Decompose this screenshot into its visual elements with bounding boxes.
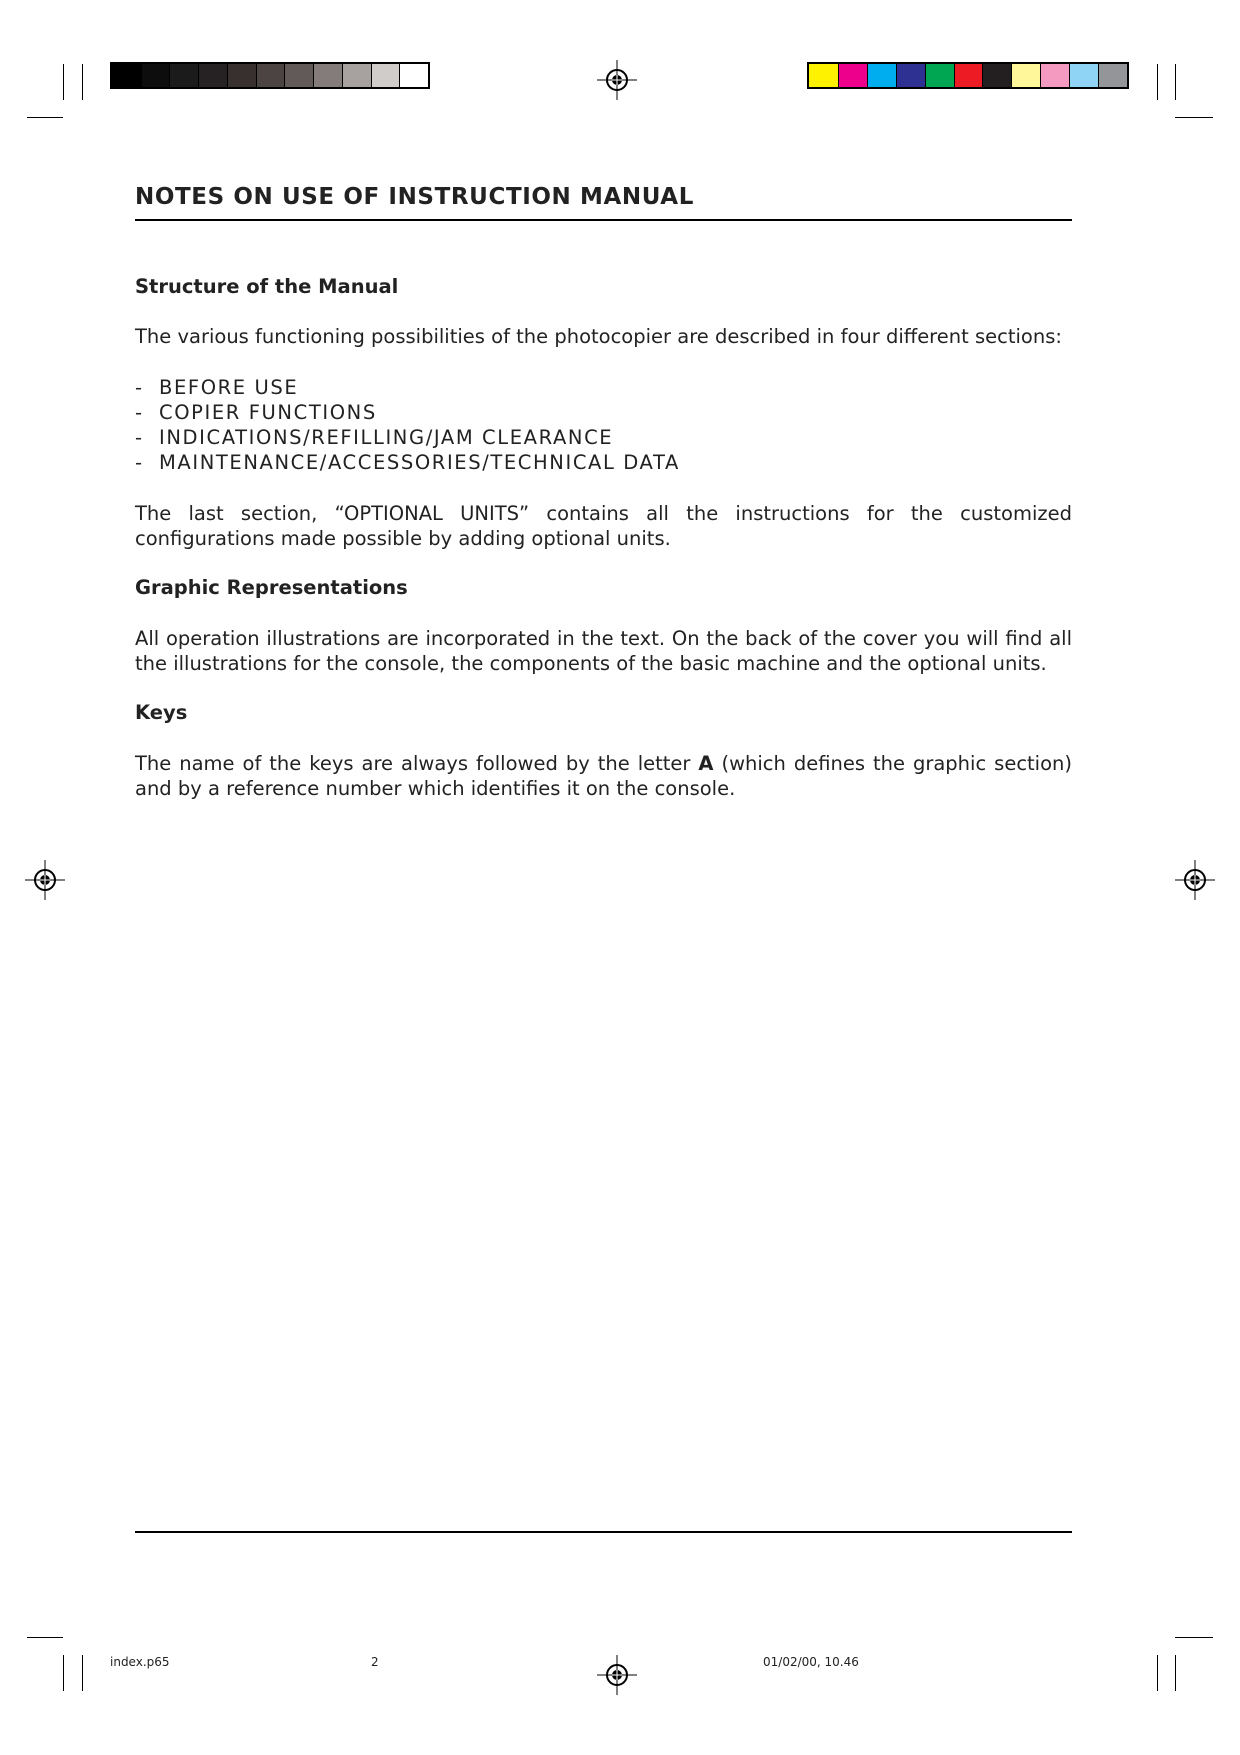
list-item-label: INDICATIONS/REFILLING/JAM CLEARANCE bbox=[159, 426, 614, 449]
color-swatch bbox=[954, 64, 983, 87]
color-swatch bbox=[1011, 64, 1040, 87]
footer-timestamp: 01/02/00, 10.46 bbox=[763, 1655, 859, 1669]
color-swatch bbox=[342, 64, 371, 87]
grayscale-color-bar bbox=[110, 62, 430, 89]
list-dash: - bbox=[135, 426, 144, 449]
color-swatch bbox=[1098, 64, 1127, 87]
registration-mark-bottom-icon bbox=[595, 1653, 639, 1697]
color-swatch bbox=[112, 64, 141, 87]
list-dash: - bbox=[135, 401, 144, 424]
color-swatch bbox=[399, 64, 428, 87]
color-swatch bbox=[141, 64, 170, 87]
color-swatch bbox=[284, 64, 313, 87]
color-swatch bbox=[256, 64, 285, 87]
color-swatch bbox=[867, 64, 896, 87]
color-swatch bbox=[198, 64, 227, 87]
color-swatch bbox=[925, 64, 954, 87]
list-dash: - bbox=[135, 451, 144, 474]
color-swatch bbox=[227, 64, 256, 87]
color-swatch bbox=[1069, 64, 1098, 87]
color-swatch bbox=[838, 64, 867, 87]
registration-mark-right-icon bbox=[1173, 858, 1217, 902]
footer-page-number: 2 bbox=[371, 1655, 379, 1669]
list-item bbox=[135, 451, 680, 474]
registration-mark-left-icon bbox=[23, 858, 67, 902]
structure-outro: The last section, “OPTIONAL UNITS” contains all the instructions for the customized configurations made possible by adding optional units. bbox=[135, 502, 1072, 550]
keys-body bbox=[135, 751, 1072, 801]
color-swatch bbox=[169, 64, 198, 87]
structure-intro: The various functioning possibilities of the photocopier are described in four different sections: bbox=[135, 325, 1062, 348]
process-color-bar bbox=[807, 62, 1129, 89]
keys-body-text-end: (which defines the graphic section) and by a reference number which identifies it on the console. bbox=[135, 752, 1072, 800]
section-heading-graphic: Graphic Representations bbox=[135, 576, 408, 599]
section-heading-keys: Keys bbox=[135, 701, 188, 724]
color-swatch bbox=[313, 64, 342, 87]
list-item bbox=[135, 376, 298, 399]
color-swatch bbox=[371, 64, 400, 87]
list-item-label: MAINTENANCE/ACCESSORIES/TECHNICAL DATA bbox=[159, 451, 680, 474]
list-item bbox=[135, 426, 613, 449]
list-item-label: COPIER FUNCTIONS bbox=[159, 401, 377, 424]
color-swatch bbox=[982, 64, 1011, 87]
color-swatch bbox=[896, 64, 925, 87]
keys-body-text-start: The name of the keys are always followed by the letter bbox=[135, 752, 699, 775]
color-swatch bbox=[1040, 64, 1069, 87]
key-letter: A bbox=[698, 752, 714, 775]
list-item-label: BEFORE USE bbox=[159, 376, 299, 399]
list-item bbox=[135, 401, 377, 424]
footer-filename: index.p65 bbox=[110, 1655, 170, 1669]
section-heading-structure: Structure of the Manual bbox=[135, 275, 399, 298]
graphic-body: All operation illustrations are incorporated in the text. On the back of the cover you will find all the illustrations for the console, the components of the basic machine and the optional units. bbox=[135, 627, 1072, 675]
list-dash: - bbox=[135, 376, 144, 399]
page-title: NOTES ON USE OF INSTRUCTION MANUAL bbox=[135, 184, 694, 210]
registration-mark-top-icon bbox=[595, 58, 639, 102]
title-rule bbox=[135, 219, 1072, 221]
bottom-rule bbox=[135, 1531, 1072, 1533]
color-swatch bbox=[809, 64, 838, 87]
